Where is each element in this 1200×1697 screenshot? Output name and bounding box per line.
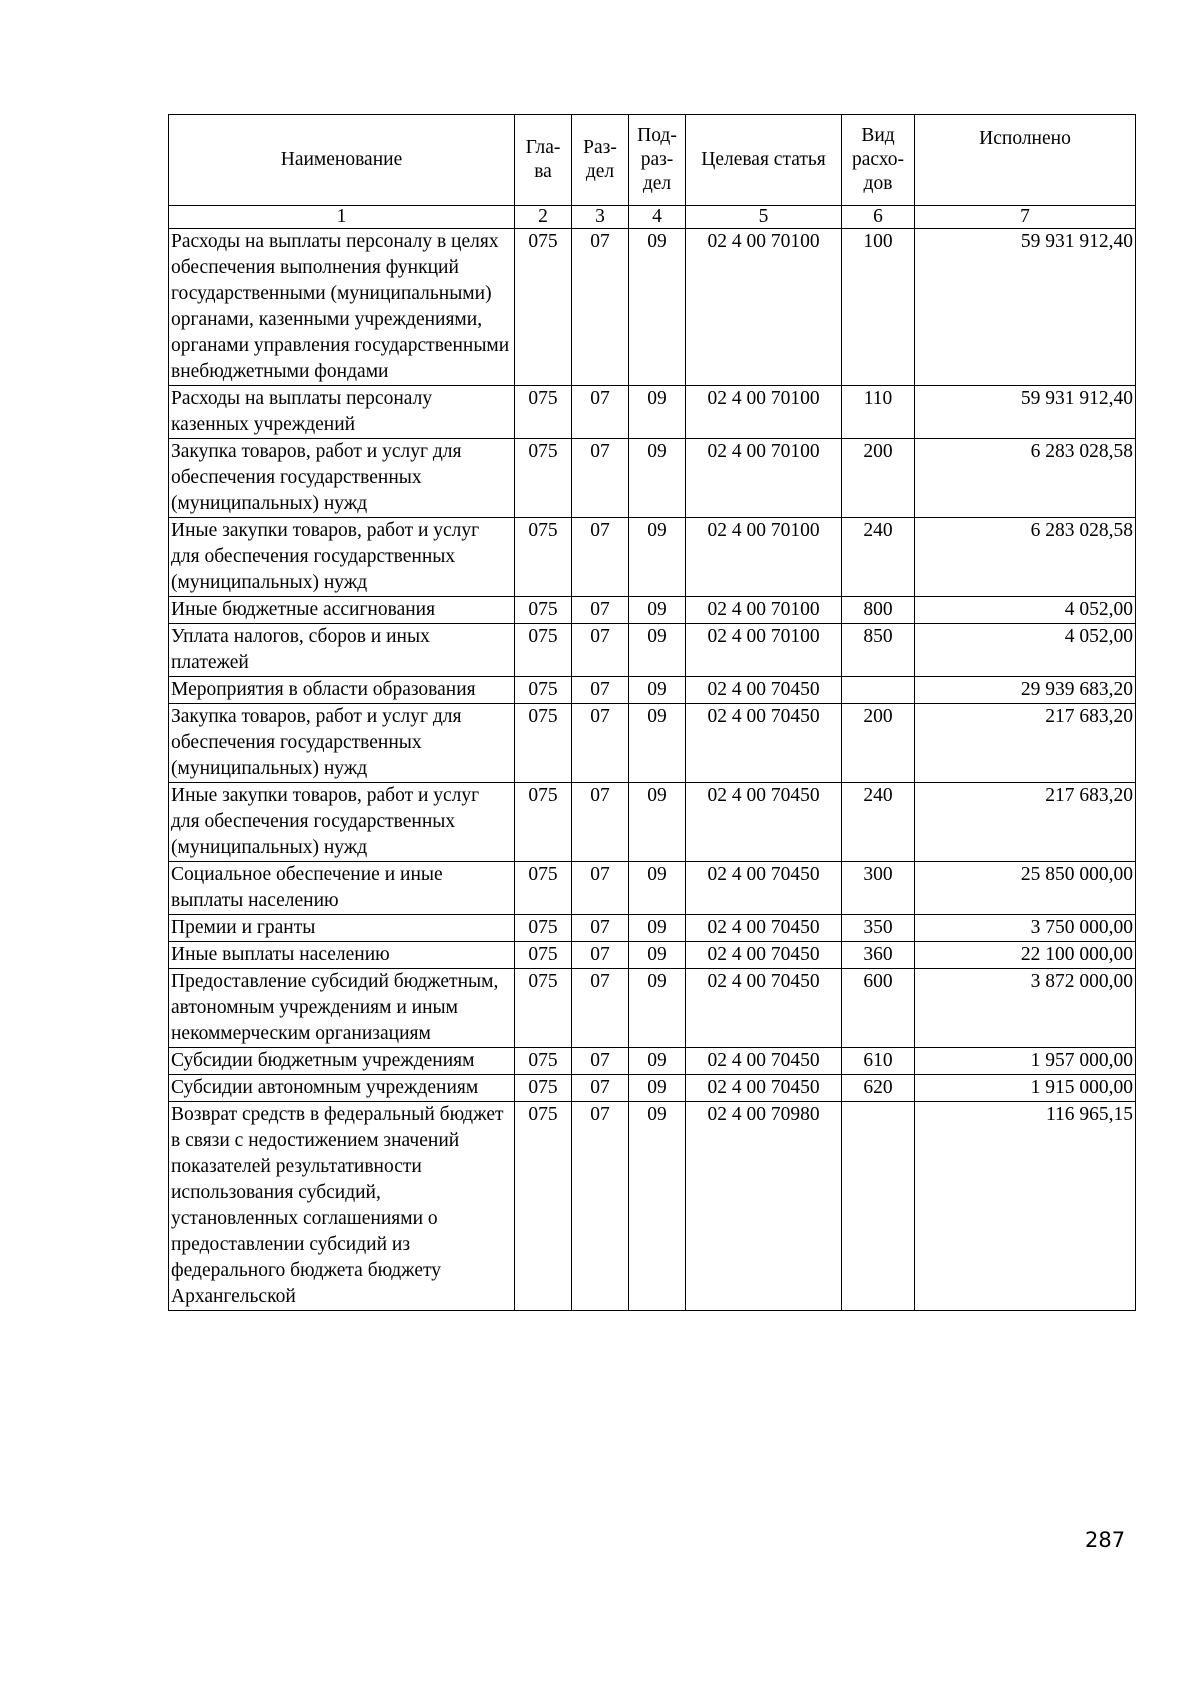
- column-number: 4: [629, 206, 686, 229]
- row-executed-amount-cell: 29 939 683,20: [915, 677, 1136, 704]
- row-executed-amount-cell: 4 052,00: [915, 597, 1136, 624]
- row-name-cell: Субсидии автономным учреждениям: [169, 1075, 515, 1102]
- row-name-cell: Иные выплаты населению: [169, 942, 515, 969]
- row-executed-amount-cell: 217 683,20: [915, 704, 1136, 783]
- row-executed-amount-cell: 1 915 000,00: [915, 1075, 1136, 1102]
- row-executed-amount-cell: 217 683,20: [915, 783, 1136, 862]
- row-name-cell: Возврат средств в федеральный бюджет в связи с недостижением значений показателей результативности использования субсидий, установленных соглашениями о предоставлении субсидий из федерального бюджета бюджету Архангельской: [169, 1102, 515, 1311]
- row-podrazdel-cell: 09: [629, 229, 686, 386]
- header-executed: Исполнено: [915, 115, 1136, 206]
- row-expense-type-cell: 800: [842, 597, 915, 624]
- table-row: [169, 597, 1136, 624]
- row-podrazdel-cell: 09: [629, 969, 686, 1048]
- table-row: [169, 229, 1136, 386]
- row-expense-type-cell: 600: [842, 969, 915, 1048]
- row-name-cell: Субсидии бюджетным учреждениям: [169, 1048, 515, 1075]
- row-name-cell: Закупка товаров, работ и услуг для обеспечения государственных (муниципальных) нужд: [169, 704, 515, 783]
- row-podrazdel-cell: 09: [629, 439, 686, 518]
- row-target-article-cell: 02 4 00 70450: [686, 862, 842, 915]
- column-number: 1: [169, 206, 515, 229]
- table-row: [169, 386, 1136, 439]
- column-number: 7: [915, 206, 1136, 229]
- row-expense-type-cell: 620: [842, 1075, 915, 1102]
- row-razdel-cell: 07: [572, 597, 629, 624]
- budget-table: [168, 114, 1136, 1311]
- row-podrazdel-cell: 09: [629, 862, 686, 915]
- row-razdel-cell: 07: [572, 624, 629, 677]
- row-executed-amount-cell: 59 931 912,40: [915, 229, 1136, 386]
- row-executed-amount-cell: 3 750 000,00: [915, 915, 1136, 942]
- row-name-cell: Иные закупки товаров, работ и услуг для обеспечения государственных (муниципальных) нужд: [169, 783, 515, 862]
- row-name-cell: Иные бюджетные ассигнования: [169, 597, 515, 624]
- row-expense-type-cell: 200: [842, 439, 915, 518]
- header-target-article: Целевая статья: [686, 115, 842, 206]
- row-glava-cell: 075: [515, 624, 572, 677]
- row-target-article-cell: 02 4 00 70450: [686, 783, 842, 862]
- header-razdel: Раз- дел: [572, 115, 629, 206]
- row-podrazdel-cell: 09: [629, 624, 686, 677]
- row-target-article-cell: 02 4 00 70450: [686, 942, 842, 969]
- row-expense-type-cell: 240: [842, 783, 915, 862]
- row-razdel-cell: 07: [572, 229, 629, 386]
- row-glava-cell: 075: [515, 229, 572, 386]
- row-razdel-cell: 07: [572, 942, 629, 969]
- row-executed-amount-cell: 116 965,15: [915, 1102, 1136, 1311]
- table-row: [169, 942, 1136, 969]
- row-target-article-cell: 02 4 00 70450: [686, 1048, 842, 1075]
- row-podrazdel-cell: 09: [629, 783, 686, 862]
- row-glava-cell: 075: [515, 386, 572, 439]
- row-executed-amount-cell: 1 957 000,00: [915, 1048, 1136, 1075]
- table-row: [169, 862, 1136, 915]
- row-podrazdel-cell: 09: [629, 915, 686, 942]
- row-executed-amount-cell: 22 100 000,00: [915, 942, 1136, 969]
- row-target-article-cell: 02 4 00 70450: [686, 969, 842, 1048]
- row-glava-cell: 075: [515, 597, 572, 624]
- header-glava: Гла- ва: [515, 115, 572, 206]
- row-glava-cell: 075: [515, 1102, 572, 1311]
- row-name-cell: Предоставление субсидий бюджетным, автономным учреждениям и иным некоммерческим организациям: [169, 969, 515, 1048]
- row-razdel-cell: 07: [572, 704, 629, 783]
- header-expense-type: Вид расхо- дов: [842, 115, 915, 206]
- row-razdel-cell: 07: [572, 915, 629, 942]
- row-expense-type-cell: 100: [842, 229, 915, 386]
- row-name-cell: Премии и гранты: [169, 915, 515, 942]
- row-expense-type-cell: 240: [842, 518, 915, 597]
- row-executed-amount-cell: 6 283 028,58: [915, 518, 1136, 597]
- column-number: 6: [842, 206, 915, 229]
- column-number-row: [169, 206, 1136, 229]
- row-target-article-cell: 02 4 00 70100: [686, 624, 842, 677]
- column-number: 2: [515, 206, 572, 229]
- row-expense-type-cell: 360: [842, 942, 915, 969]
- row-glava-cell: 075: [515, 1075, 572, 1102]
- table-body: [169, 229, 1136, 1311]
- row-podrazdel-cell: 09: [629, 386, 686, 439]
- row-podrazdel-cell: 09: [629, 942, 686, 969]
- row-podrazdel-cell: 09: [629, 1048, 686, 1075]
- row-glava-cell: 075: [515, 677, 572, 704]
- row-glava-cell: 075: [515, 518, 572, 597]
- row-target-article-cell: 02 4 00 70450: [686, 915, 842, 942]
- row-target-article-cell: 02 4 00 70450: [686, 1075, 842, 1102]
- row-name-cell: Иные закупки товаров, работ и услуг для обеспечения государственных (муниципальных) нужд: [169, 518, 515, 597]
- row-executed-amount-cell: 59 931 912,40: [915, 386, 1136, 439]
- row-glava-cell: 075: [515, 942, 572, 969]
- row-executed-amount-cell: 4 052,00: [915, 624, 1136, 677]
- table-row: [169, 1075, 1136, 1102]
- table-row: [169, 677, 1136, 704]
- table-row: [169, 1048, 1136, 1075]
- row-podrazdel-cell: 09: [629, 518, 686, 597]
- row-name-cell: Уплата налогов, сборов и иных платежей: [169, 624, 515, 677]
- header-name: Наименование: [169, 115, 515, 206]
- table-row: [169, 439, 1136, 518]
- row-name-cell: Расходы на выплаты персоналу в целях обеспечения выполнения функций государственными (муниципальными) органами, казенными учреждениями, органами управления государственными внебюджетными фондами: [169, 229, 515, 386]
- table-row: [169, 915, 1136, 942]
- row-glava-cell: 075: [515, 704, 572, 783]
- row-executed-amount-cell: 25 850 000,00: [915, 862, 1136, 915]
- row-target-article-cell: 02 4 00 70980: [686, 1102, 842, 1311]
- row-podrazdel-cell: 09: [629, 704, 686, 783]
- row-razdel-cell: 07: [572, 439, 629, 518]
- row-target-article-cell: 02 4 00 70450: [686, 704, 842, 783]
- table-row: [169, 783, 1136, 862]
- row-glava-cell: 075: [515, 862, 572, 915]
- row-expense-type-cell: [842, 677, 915, 704]
- row-razdel-cell: 07: [572, 969, 629, 1048]
- row-expense-type-cell: 200: [842, 704, 915, 783]
- row-razdel-cell: 07: [572, 677, 629, 704]
- row-expense-type-cell: 610: [842, 1048, 915, 1075]
- column-number: 3: [572, 206, 629, 229]
- row-target-article-cell: 02 4 00 70100: [686, 386, 842, 439]
- row-podrazdel-cell: 09: [629, 1075, 686, 1102]
- row-target-article-cell: 02 4 00 70100: [686, 597, 842, 624]
- row-podrazdel-cell: 09: [629, 677, 686, 704]
- row-expense-type-cell: 110: [842, 386, 915, 439]
- row-expense-type-cell: 350: [842, 915, 915, 942]
- header-podrazdel: Под- раз- дел: [629, 115, 686, 206]
- row-razdel-cell: 07: [572, 518, 629, 597]
- table-row: [169, 518, 1136, 597]
- row-name-cell: Закупка товаров, работ и услуг для обеспечения государственных (муниципальных) нужд: [169, 439, 515, 518]
- column-number: 5: [686, 206, 842, 229]
- row-glava-cell: 075: [515, 783, 572, 862]
- row-target-article-cell: 02 4 00 70450: [686, 677, 842, 704]
- row-glava-cell: 075: [515, 969, 572, 1048]
- row-glava-cell: 075: [515, 439, 572, 518]
- table-row: [169, 624, 1136, 677]
- table-row: [169, 704, 1136, 783]
- row-name-cell: Мероприятия в области образования: [169, 677, 515, 704]
- row-razdel-cell: 07: [572, 862, 629, 915]
- row-expense-type-cell: 850: [842, 624, 915, 677]
- row-glava-cell: 075: [515, 915, 572, 942]
- row-razdel-cell: 07: [572, 386, 629, 439]
- table-row: [169, 969, 1136, 1048]
- row-podrazdel-cell: 09: [629, 597, 686, 624]
- row-glava-cell: 075: [515, 1048, 572, 1075]
- row-expense-type-cell: 300: [842, 862, 915, 915]
- table-row: [169, 1102, 1136, 1311]
- row-razdel-cell: 07: [572, 1075, 629, 1102]
- row-expense-type-cell: [842, 1102, 915, 1311]
- row-razdel-cell: 07: [572, 783, 629, 862]
- row-target-article-cell: 02 4 00 70100: [686, 229, 842, 386]
- row-name-cell: Социальное обеспечение и иные выплаты населению: [169, 862, 515, 915]
- row-target-article-cell: 02 4 00 70100: [686, 518, 842, 597]
- row-name-cell: Расходы на выплаты персоналу казенных учреждений: [169, 386, 515, 439]
- row-executed-amount-cell: 6 283 028,58: [915, 439, 1136, 518]
- row-razdel-cell: 07: [572, 1048, 629, 1075]
- header-row: [169, 115, 1136, 206]
- row-razdel-cell: 07: [572, 1102, 629, 1311]
- page-number: 287: [1085, 1528, 1126, 1552]
- row-executed-amount-cell: 3 872 000,00: [915, 969, 1136, 1048]
- row-podrazdel-cell: 09: [629, 1102, 686, 1311]
- row-target-article-cell: 02 4 00 70100: [686, 439, 842, 518]
